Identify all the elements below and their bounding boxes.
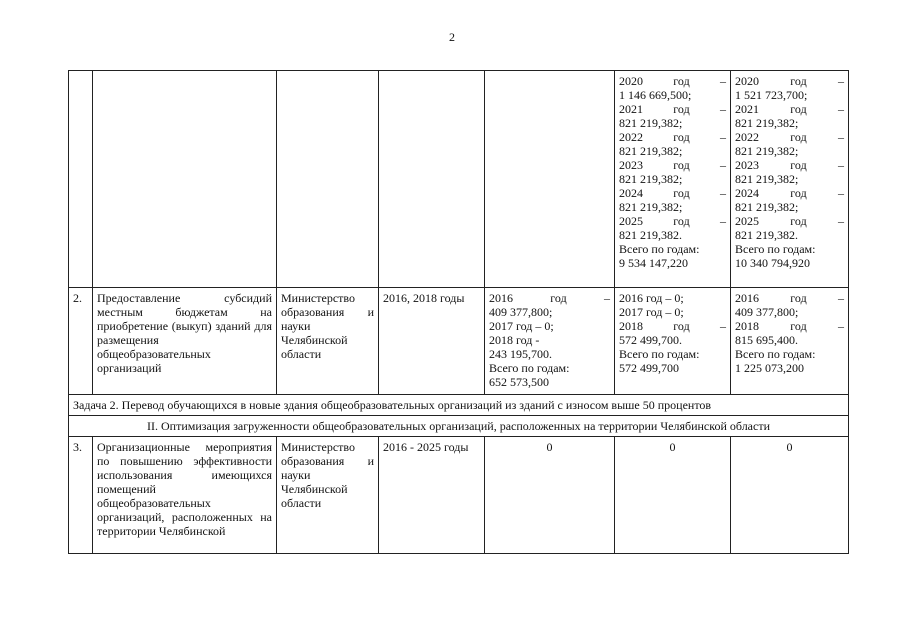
funding-word: 10 340 794,920	[735, 256, 810, 270]
funding-word: 2020	[735, 74, 759, 88]
funding-line	[735, 228, 844, 242]
program-table	[68, 70, 849, 554]
funding-word: 2017 год – 0;	[619, 305, 684, 319]
funding-line	[619, 88, 726, 102]
funding-line	[735, 130, 844, 144]
funding-line	[735, 361, 844, 375]
funding-word: 2021	[619, 102, 643, 116]
funding-line	[735, 319, 844, 333]
funding-word: 821 219,382;	[619, 144, 683, 158]
funding-word: 1 225 073,200	[735, 361, 804, 375]
funding-line	[489, 291, 610, 305]
cell-executor	[277, 71, 379, 288]
funding-word: год	[673, 186, 690, 200]
funding-line	[735, 144, 844, 158]
funding-word: –	[719, 130, 726, 144]
funding-word: год	[673, 158, 690, 172]
funding-col5	[485, 288, 615, 395]
funding-word: 2016	[735, 291, 759, 305]
funding-word: год	[673, 74, 690, 88]
funding-line	[735, 256, 844, 270]
funding-word: 409 377,800;	[489, 305, 553, 319]
funding-line	[489, 333, 610, 347]
funding-word: 1 146 669,500;	[619, 88, 692, 102]
funding-word: год	[550, 291, 567, 305]
funding-line	[735, 88, 844, 102]
executor-name: Министерство образования и науки Челябинской области	[277, 437, 379, 554]
funding-word: 815 695,400.	[735, 333, 798, 347]
funding-col7: 0	[731, 437, 849, 554]
funding-word: 1 521 723,700;	[735, 88, 808, 102]
funding-word: –	[603, 291, 610, 305]
funding-word: год	[790, 186, 807, 200]
funding-line	[619, 228, 726, 242]
funding-word: 821 219,382;	[619, 200, 683, 214]
funding-word: –	[837, 130, 844, 144]
funding-word: год	[790, 102, 807, 116]
funding-word: 2021	[735, 102, 759, 116]
table-row-2	[69, 288, 849, 395]
period: 2016, 2018 годы	[379, 288, 485, 395]
funding-line	[619, 214, 726, 228]
task-2-text: Задача 2. Перевод обучающихся в новые здания общеобразовательных организаций из зданий с износом выше 50 процентов	[69, 395, 849, 416]
funding-word: –	[837, 319, 844, 333]
funding-word: –	[719, 102, 726, 116]
funding-line	[735, 347, 844, 361]
funding-word: 2025	[735, 214, 759, 228]
funding-line	[489, 347, 610, 361]
funding-word: –	[719, 186, 726, 200]
table-row-3	[69, 437, 849, 554]
executor-name: Министерство образования и науки Челябинской области	[277, 288, 379, 395]
funding-word: год	[790, 319, 807, 333]
funding-line	[735, 74, 844, 88]
funding-word: год	[790, 291, 807, 305]
funding-word: –	[719, 214, 726, 228]
funding-word: Всего по годам:	[619, 242, 700, 256]
funding-line	[619, 333, 726, 347]
period: 2016 - 2025 годы	[379, 437, 485, 554]
funding-line	[619, 242, 726, 256]
funding-line	[735, 291, 844, 305]
task-row	[69, 395, 849, 416]
funding-word: 821 219,382;	[735, 200, 799, 214]
funding-word: год	[673, 319, 690, 333]
measure-name: Предоставление субсидий местным бюджетам на приобретение (выкуп) зданий для размещения общеобразовательных организаций	[93, 288, 277, 395]
funding-word: –	[719, 74, 726, 88]
cell-funding-col6	[615, 71, 731, 288]
funding-word: 2018	[619, 319, 643, 333]
funding-word: год	[790, 130, 807, 144]
funding-line	[619, 347, 726, 361]
funding-col5: 0	[485, 437, 615, 554]
funding-line	[619, 305, 726, 319]
funding-line	[619, 361, 726, 375]
row-number: 3.	[69, 437, 93, 554]
funding-line	[619, 319, 726, 333]
funding-line	[619, 186, 726, 200]
funding-line	[735, 158, 844, 172]
funding-word: 2018 год -	[489, 333, 540, 347]
section-row	[69, 416, 849, 437]
funding-word: –	[719, 319, 726, 333]
funding-col6	[615, 288, 731, 395]
funding-word: –	[837, 186, 844, 200]
funding-word: Всего по годам:	[735, 242, 816, 256]
funding-word: 2016 год – 0;	[619, 291, 684, 305]
table-row-continued	[69, 71, 849, 288]
page-number: 2	[449, 30, 455, 44]
cell-num	[69, 71, 93, 288]
funding-word: Всего по годам:	[735, 347, 816, 361]
funding-word: год	[673, 102, 690, 116]
funding-word: 821 219,382;	[619, 172, 683, 186]
funding-word: 2023	[735, 158, 759, 172]
funding-line	[489, 361, 610, 375]
funding-word: 821 219,382;	[619, 116, 683, 130]
funding-word: 2020	[619, 74, 643, 88]
funding-line	[619, 74, 726, 88]
funding-word: 821 219,382.	[735, 228, 798, 242]
cell-name	[93, 71, 277, 288]
funding-col6: 0	[615, 437, 731, 554]
funding-word: 2025	[619, 214, 643, 228]
funding-line	[619, 291, 726, 305]
funding-line	[619, 256, 726, 270]
funding-word: 2017 год – 0;	[489, 319, 554, 333]
funding-line	[735, 186, 844, 200]
funding-word: 572 499,700	[619, 361, 679, 375]
funding-word: 572 499,700.	[619, 333, 682, 347]
funding-word: –	[837, 158, 844, 172]
funding-word: 652 573,500	[489, 375, 549, 389]
funding-word: год	[790, 214, 807, 228]
funding-line	[735, 333, 844, 347]
funding-line	[619, 144, 726, 158]
funding-word: год	[790, 74, 807, 88]
funding-word: 2022	[619, 130, 643, 144]
section-2-title: II. Оптимизация загруженности общеобразовательных организаций, расположенных на территории Челябинской области	[69, 416, 849, 437]
funding-word: –	[837, 74, 844, 88]
funding-word: 2018	[735, 319, 759, 333]
funding-col7	[731, 288, 849, 395]
funding-line	[735, 305, 844, 319]
cell-period	[379, 71, 485, 288]
funding-word: 821 219,382;	[735, 116, 799, 130]
funding-word: 2024	[735, 186, 759, 200]
cell-funding-col7	[731, 71, 849, 288]
funding-word: год	[790, 158, 807, 172]
funding-word: 2022	[735, 130, 759, 144]
funding-word: 409 377,800;	[735, 305, 799, 319]
funding-word: –	[837, 291, 844, 305]
funding-word: год	[673, 130, 690, 144]
funding-line	[619, 130, 726, 144]
funding-word: 2016	[489, 291, 513, 305]
funding-line	[619, 116, 726, 130]
funding-line	[735, 172, 844, 186]
funding-line	[735, 242, 844, 256]
funding-line	[619, 102, 726, 116]
funding-word: –	[719, 158, 726, 172]
cell-funding-col5	[485, 71, 615, 288]
funding-word: 821 219,382;	[735, 144, 799, 158]
funding-line	[619, 172, 726, 186]
row-number: 2.	[69, 288, 93, 395]
funding-line	[735, 116, 844, 130]
funding-line	[735, 200, 844, 214]
funding-word: 243 195,700.	[489, 347, 552, 361]
funding-word: 9 534 147,220	[619, 256, 688, 270]
funding-word: Всего по годам:	[619, 347, 700, 361]
funding-line	[619, 200, 726, 214]
funding-word: 2023	[619, 158, 643, 172]
funding-word: 2024	[619, 186, 643, 200]
funding-line	[735, 102, 844, 116]
funding-line	[619, 158, 726, 172]
funding-word: 821 219,382;	[735, 172, 799, 186]
measure-name: Организационные мероприятия по повышению эффективности использования имеющихся помещений общеобразовательных организаций, расположенных на территории Челябинской	[93, 437, 277, 554]
funding-line	[489, 375, 610, 389]
funding-line	[735, 214, 844, 228]
funding-line	[489, 319, 610, 333]
funding-word: –	[837, 214, 844, 228]
funding-word: Всего по годам:	[489, 361, 570, 375]
funding-word: 821 219,382.	[619, 228, 682, 242]
funding-line	[489, 305, 610, 319]
funding-word: год	[673, 214, 690, 228]
funding-word: –	[837, 102, 844, 116]
